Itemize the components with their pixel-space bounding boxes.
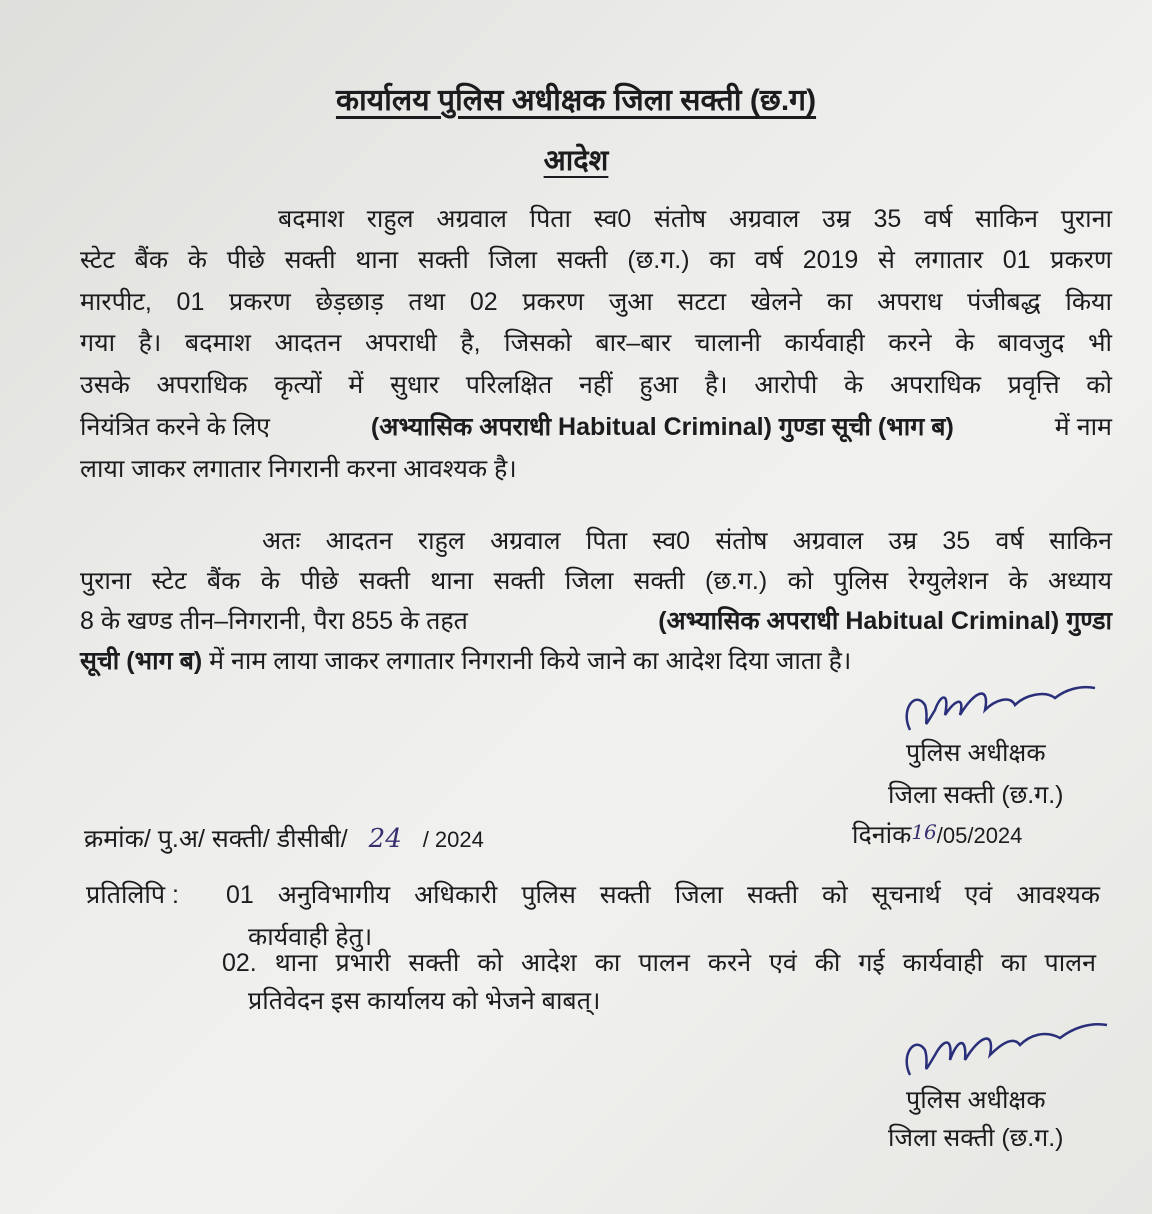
p1-line: बदमाश राहुल अग्रवाल पिता स्व0 संतोष अग्रवाल उम्र 35 वर्ष साकिन पुराना xyxy=(278,205,1112,233)
date-label: दिनांक xyxy=(852,821,912,849)
date-rest: /05/2024 xyxy=(936,823,1023,848)
p1-line: लाया जाकर लगातार निगरानी करना आवश्यक है। xyxy=(80,455,517,483)
signature-2 xyxy=(895,1010,1115,1085)
office-title xyxy=(0,78,1152,119)
copy-item-2: 02. थाना प्रभारी सक्ती को आदेश का पालन करने एवं की गई कार्यवाही का पालन xyxy=(222,949,1096,977)
order-heading xyxy=(0,140,1152,179)
date-handwritten-day: 16 xyxy=(911,820,937,844)
reference-year: / 2024 xyxy=(422,827,484,852)
signature2-district: जिला सक्ती (छ.ग.) xyxy=(888,1124,1064,1152)
p1-line: उसके अपराधिक कृत्यों में सुधार परिलक्षित नहीं हुआ है। आरोपी के अपराधिक प्रवृत्ति को xyxy=(80,371,1112,399)
reference-handwritten-number: 24 xyxy=(368,824,402,854)
reference-number xyxy=(84,822,484,857)
signature-1 xyxy=(895,670,1105,740)
p1-bold-text: (अभ्यासिक अपराधी Habitual Criminal) गुण्डा सूची (भाग ब) xyxy=(370,413,954,441)
p2-text: 8 के खण्ड तीन–निगरानी, पैरा 855 के तहत xyxy=(80,607,468,635)
p2-text: में नाम लाया जाकर लगातार निगरानी किये जाने का आदेश दिया जाता है। xyxy=(209,647,852,675)
copy-label: प्रतिलिपि : xyxy=(86,881,179,909)
reference-prefix: क्रमांक/ पु.अ/ सक्ती/ डीसीबी/ xyxy=(84,825,348,853)
p1-line: मारपीट, 01 प्रकरण छेड़छाड़ तथा 02 प्रकरण जुआ सटटा खेलने का अपराध पंजीबद्ध किया xyxy=(80,288,1112,316)
p2-bold-text: सूची (भाग ब) xyxy=(80,647,203,675)
signature2-designation: पुलिस अधीक्षक xyxy=(906,1086,1046,1114)
copy-item-1-cont: कार्यवाही हेतु। xyxy=(248,923,373,951)
p2-line: पुराना स्टेट बैंक के पीछे सक्ती थाना सक्ती जिला सक्ती (छ.ग.) को पुलिस रेग्युलेशन के अध्याय xyxy=(80,567,1112,595)
signature1-district: जिला सक्ती (छ.ग.) xyxy=(888,781,1064,809)
order-date xyxy=(852,815,1022,853)
p2-line xyxy=(80,604,1112,638)
copy-item-2-cont: प्रतिवेदन इस कार्यालय को भेजने बाबत्। xyxy=(248,987,601,1015)
p1-text: नियंत्रित करने के लिए xyxy=(80,413,270,441)
order-heading-text: आदेश xyxy=(543,145,609,177)
p2-bold-text: (अभ्यासिक अपराधी Habitual Criminal) गुण्डा xyxy=(658,607,1112,635)
p1-line: गया है। बदमाश आदतन अपराधी है, जिसको बार–बार चालानी कार्यवाही करने के बावजुद भी xyxy=(80,329,1112,357)
copy-item-1: 01 अनुविभागीय अधिकारी पुलिस सक्ती जिला सक्ती को सूचनार्थ एवं आवश्यक xyxy=(226,881,1100,909)
p1-line xyxy=(80,410,1112,444)
p1-line: स्टेट बैंक के पीछे सक्ती थाना सक्ती जिला सक्ती (छ.ग.) का वर्ष 2019 से लगातार 01 प्रकरण xyxy=(80,246,1112,274)
signature1-designation: पुलिस अधीक्षक xyxy=(906,739,1046,767)
p1-text: में नाम xyxy=(1054,413,1112,441)
office-title-text: कार्यालय पुलिस अधीक्षक जिला सक्ती (छ.ग) xyxy=(335,84,817,117)
p2-line: अतः आदतन राहुल अग्रवाल पिता स्व0 संतोष अग्रवाल उम्र 35 वर्ष साकिन xyxy=(262,527,1112,555)
